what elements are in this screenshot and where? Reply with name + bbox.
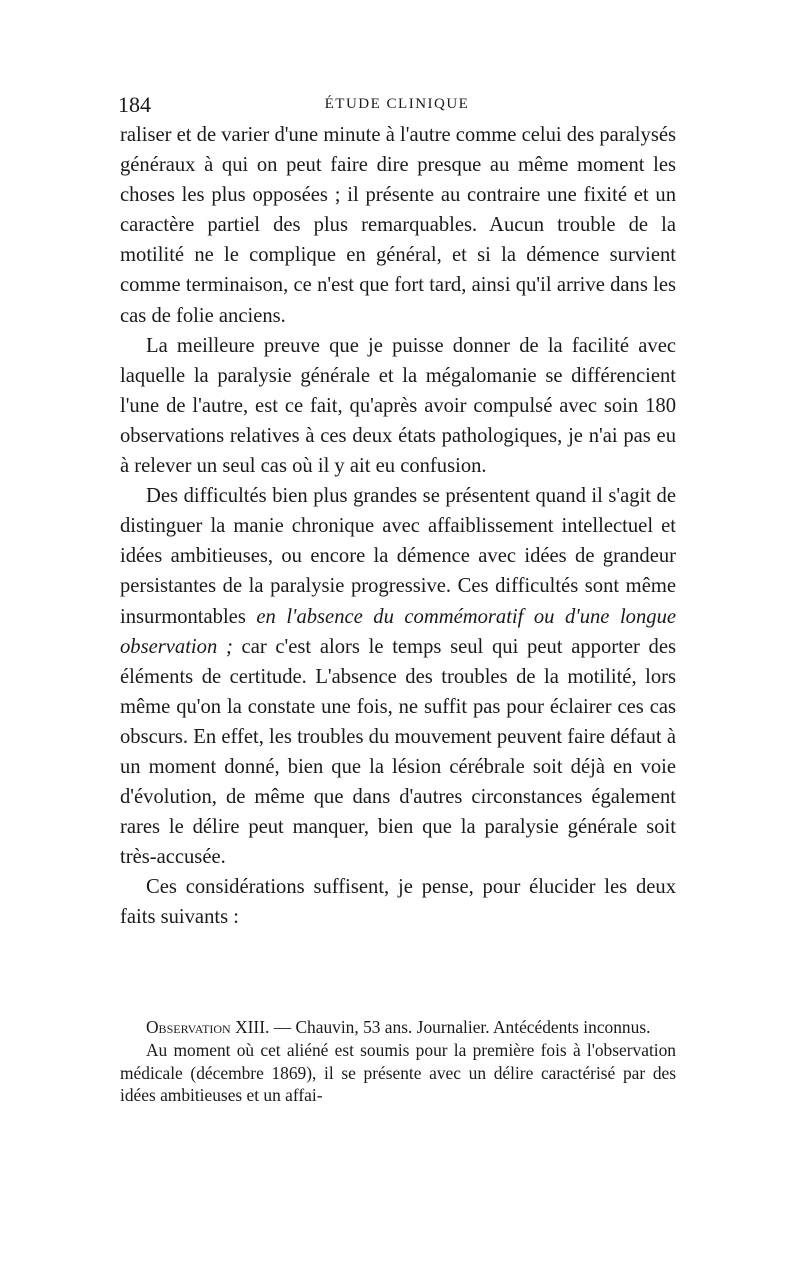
paragraph-text: Des difficultés bien plus grandes se présentent quand il s'agit de distinguer la manie chronique avec affaiblissement intellectuel et idées ambitieuses, ou encore la démence avec idées de grandeur persistantes de la paralysie progressive. Ces difficultés sont même insurmontables <box>120 485 676 628</box>
paragraph-difficultes <box>120 481 676 872</box>
running-title: ÉTUDE CLINIQUE <box>324 96 470 112</box>
observation-heading <box>120 1016 676 1039</box>
body-text <box>120 120 676 933</box>
paragraph-text: car c'est alors le temps seul qui peut apporter des éléments de certitude. L'absence des troubles de la motilité, lors même qu'on la constate une fois, ne suffit pas pour éclairer ces cas obscurs. En effet, les troubles du mouvement peuvent faire défaut à un moment donné, bien que la lésion cérébrale soit déjà en voie d'évolution, de même que dans d'autres circonstances également rares le délire peut manquer, bien que la paralysie générale soit très-accusée. <box>120 635 676 869</box>
page-number: 184 <box>118 92 151 117</box>
observation-section <box>120 1016 676 1107</box>
italic-emphasis: en l'absence du commémoratif ou d'une longue observation ; <box>120 605 677 658</box>
observation-intro: — Chauvin, 53 ans. Journalier. Antécédents inconnus. <box>269 1017 651 1037</box>
paragraph-considerations: Ces considérations suffisent, je pense, pour élucider les deux faits suivants : <box>120 876 676 929</box>
observation-title: Observation XIII. <box>146 1017 270 1037</box>
observation-text: Au moment où cet aliéné est soumis pour la première fois à l'observation médicale (décembre 1869), il se présente avec un délire caractérisé par des idées ambitieuses et un affai- <box>120 1039 676 1106</box>
page-header <box>118 92 676 116</box>
paragraph-continuation: raliser et de varier d'une minute à l'autre comme celui des paralysés généraux à qui on peut faire dire presque au même moment les choses les plus opposées ; il présente au contraire une fixité et un caractère partiel des plus remarquables. Aucun trouble de la motilité ne le complique en général, et si la démence survient comme terminaison, ce n'est que fort tard, ainsi qu'il arrive dans les cas de folie anciens. <box>120 124 676 327</box>
paragraph-preuve: La meilleure preuve que je puisse donner de la facilité avec laquelle la paralysie générale et la mégalomanie se différencient l'une de l'autre, est ce fait, qu'après avoir compulsé avec soin 180 observations relatives à ces deux états pathologiques, je n'ai pas eu à relever un seul cas où il y ait eu confusion. <box>120 334 676 478</box>
